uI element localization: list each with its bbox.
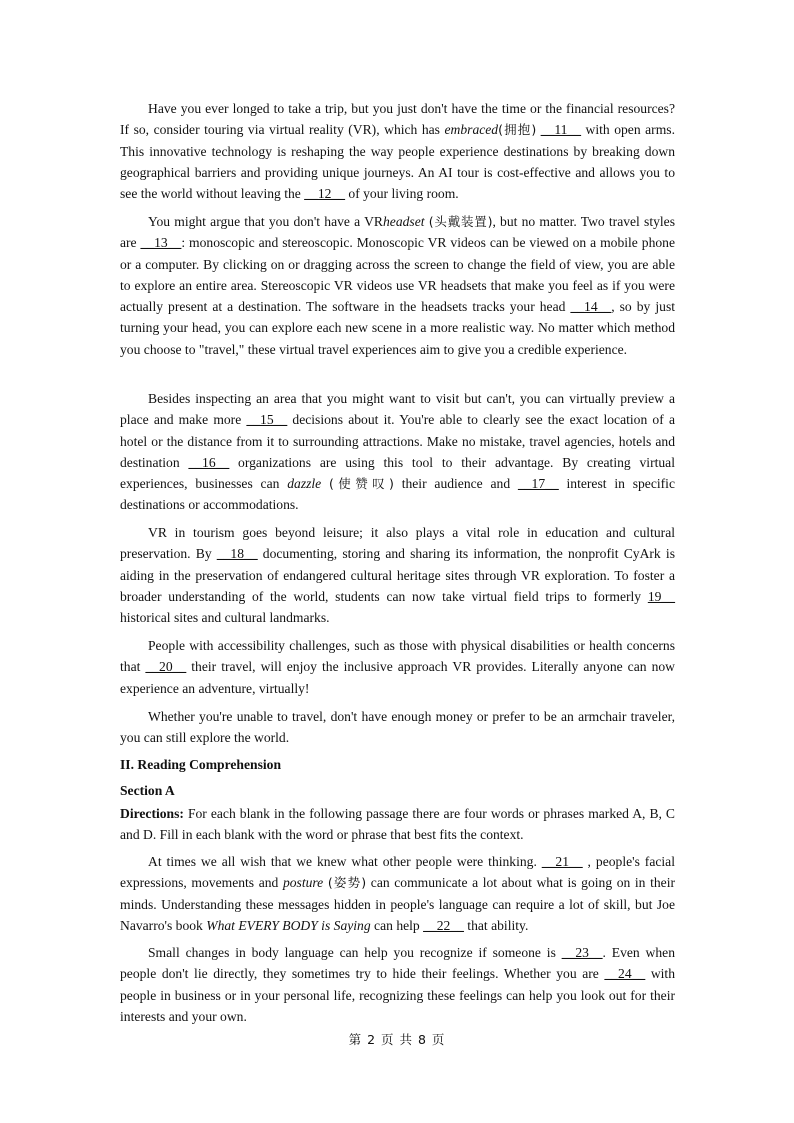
passage1-paragraph-4 (120, 522, 675, 628)
text: can help (370, 917, 424, 933)
passage1-paragraph-6 (120, 706, 675, 749)
text: Besides inspecting an area that you might want to visit but can't, you can virtually preview a place and make more (120, 391, 675, 428)
chinese-gloss: (姿势) (327, 875, 367, 891)
blank-24[interactable]: __24__ (604, 966, 646, 982)
text: can communicate a lot about what is going on in their minds. Understanding these messages hidden in people's language can require a lot of skill, but Joe Navarro's book (120, 875, 675, 933)
blank-22[interactable]: __22__ (423, 917, 464, 933)
passage2-paragraph-1 (120, 851, 675, 936)
text: , but no matter. Two travel styles are (120, 214, 675, 251)
passage1-paragraph-1 (120, 98, 675, 204)
blank-15[interactable]: __15__ (246, 412, 288, 428)
text: . Even when people don't lie directly, they sometimes try to hide their feelings. Whether you are (120, 945, 675, 982)
passage2-paragraph-2 (120, 942, 675, 1027)
italic-term: dazzle (287, 476, 322, 492)
text: interest in specific destinations or accommodations. (120, 476, 675, 513)
italic-term: headset (383, 214, 425, 229)
blank-14[interactable]: __14__ (570, 299, 612, 315)
text: with open arms. This innovative technology is reshaping the way people experience destinations by breaking down geographical barriers and providing unique journeys. An AI tour is cost-effective and allows you to see the world without leaving the (120, 122, 675, 202)
text: Have you ever longed to take a trip, but you just don't have the time or the financial resources? If so, consider touring via virtual reality (VR), which has (120, 101, 675, 138)
book-title: What EVERY BODY is Saying (206, 917, 371, 933)
passage1-paragraph-2 (120, 211, 675, 360)
text: their audience and (393, 476, 518, 492)
text: , people's facial expressions, movements and (120, 854, 675, 891)
blank-19[interactable]: 19__ (647, 588, 675, 604)
text: You might argue that you don't have a VR (148, 214, 383, 229)
blank-20[interactable]: __20__ (145, 659, 187, 675)
text: documenting, storing and sharing its information, the nonprofit CyArk is aiding in the preservation of endangered cultural heritage sites through VR exploration. To foster a broader understanding of the world, students can now take virtual field trips to formerly (120, 546, 675, 604)
text: VR in tourism goes beyond leisure; it also plays a vital role in education and cultural preservation. By (120, 525, 675, 562)
blank-13[interactable]: __13__ (140, 235, 182, 251)
passage1-paragraph-3 (120, 388, 675, 516)
text: of your living room. (345, 186, 459, 202)
blank-12[interactable]: __12__ (304, 186, 346, 202)
italic-term: embraced (444, 122, 499, 138)
text: At times we all wish that we knew what other people were thinking. (148, 854, 542, 869)
text: their travel, will enjoy the inclusive approach VR provides. Literally anyone can now experience an adventure, virtually! (120, 659, 675, 696)
directions (120, 803, 675, 846)
text: that ability. (463, 917, 529, 933)
blank-17[interactable]: __17__ (517, 476, 559, 492)
blank-18[interactable]: __18__ (216, 546, 258, 562)
text: : monoscopic and stereoscopic. Monoscopic VR videos can be viewed on a mobile phone or a computer. By clicking on or dragging across the screen to change the field of view, you are able to explore an entire area. Stereoscopic VR videos use VR headsets that make you feel as if you were actually present at a destination. The software in the headsets tracks your head (120, 235, 675, 315)
text: Whether you're unable to travel, don't have enough money or prefer to be an armchair traveler, you can still explore the world. (120, 709, 675, 746)
blank-21[interactable]: __21__ (541, 854, 583, 869)
chinese-gloss: (拥抱) (498, 122, 537, 138)
chinese-gloss: (使赞叹) (329, 476, 394, 492)
chinese-gloss: (头戴装置) (428, 214, 493, 229)
page-footer: 第 2 页 共 8 页 (348, 1032, 446, 1047)
section-heading: II. Reading Comprehension (120, 757, 282, 772)
text: with people in business or in your personal life, recognizing these feelings can help you look out for their interests and your own. (120, 966, 675, 1024)
italic-term: posture (282, 875, 324, 891)
text: , so by just turning your head, you can explore each new scene in a more realistic way. No matter which method you choose to "travel," these virtual travel experiences aim to give you a credible experience. (120, 299, 676, 357)
section-a-heading: Section A (120, 783, 175, 798)
blank-23[interactable]: __23__ (561, 945, 603, 960)
text: historical sites and cultural landmarks. (120, 610, 330, 626)
directions-label: Directions: (120, 806, 184, 821)
text: organizations are using this tool to their advantage. By creating virtual experiences, businesses can (120, 454, 675, 492)
passage1-paragraph-5 (120, 635, 675, 699)
text: People with accessibility challenges, such as those with physical disabilities or health concerns that (120, 638, 675, 675)
blank-16[interactable]: __16__ (188, 454, 230, 470)
blank-11[interactable]: __11__ (540, 122, 582, 138)
directions-text: For each blank in the following passage there are four words or phrases marked A, B, C and D. Fill in each blank with the word or phrase that best fits the context. (120, 806, 675, 843)
text: Small changes in body language can help you recognize if someone is (148, 945, 562, 960)
text: decisions about it. You're able to clearly see the exact location of a hotel or the distance from it to surrounding attractions. Make no mistake, travel agencies, hotels and destination (120, 412, 675, 470)
